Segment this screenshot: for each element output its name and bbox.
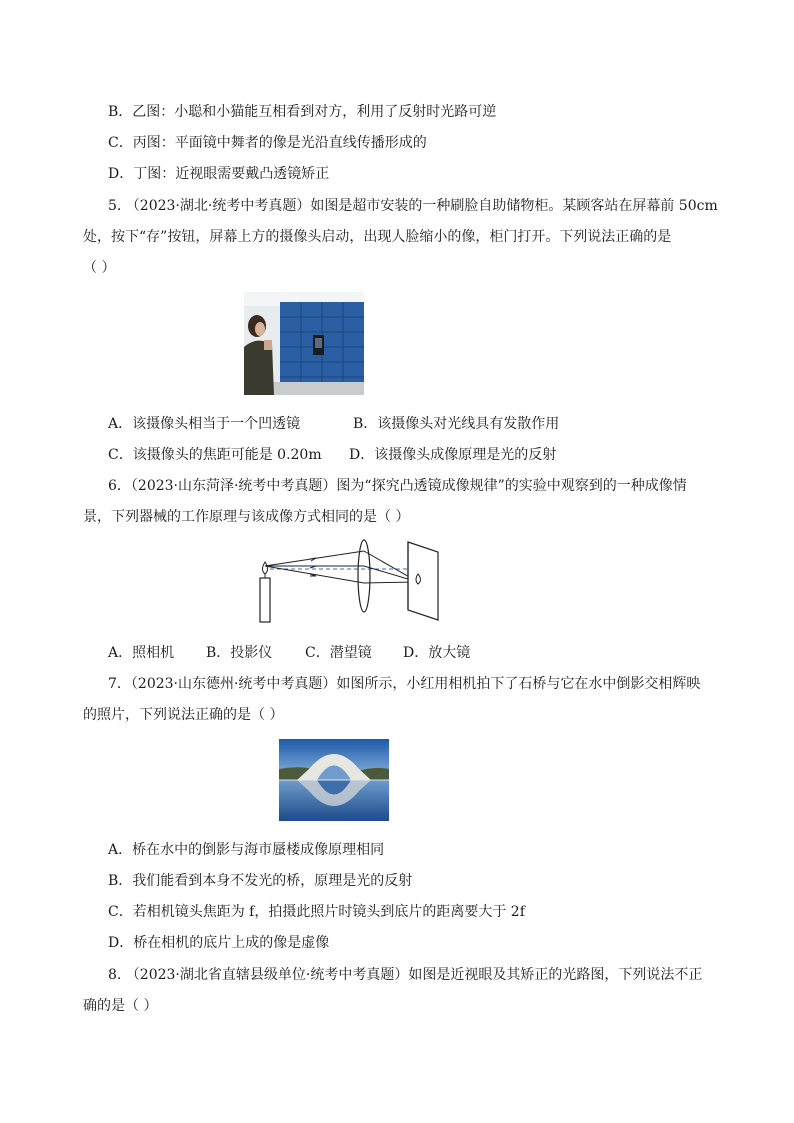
q7-option-c: C．若相机镜头焦距为 f，拍摄此照片时镜头到底片的距离要大于 2f: [108, 904, 525, 920]
convex-lens: [358, 540, 370, 612]
q5-option-c: C．该摄像头的焦距可能是 0.20m: [108, 447, 322, 463]
q5-option-a: A．该摄像头相当于一个凹透镜: [108, 416, 301, 432]
q6-option-a: A．照相机: [108, 645, 175, 661]
prev-option-b: B．乙图：小聪和小猫能互相看到对方，利用了反射时光路可逆: [108, 104, 497, 120]
q7-option-d: D．桥在相机的底片上成的像是虚像: [108, 935, 330, 951]
bridge-photo: [279, 739, 389, 821]
q5-stem-line2: 处，按下“存”按钮，屏幕上方的摄像头启动，出现人脸缩小的像，柜门打开。下列说法正确的是: [83, 229, 672, 245]
flame-icon: [263, 562, 268, 574]
prev-option-d: D．丁图：近视眼需要戴凸透镜矫正: [108, 166, 330, 182]
q7-option-b: B．我们能看到本身不发光的桥，原理是光的反射: [108, 873, 413, 889]
q6-stem-line2: 景，下列器械的工作原理与该成像方式相同的是（ ）: [83, 509, 410, 525]
locker-photo: [244, 292, 364, 395]
q8-stem-line1: 8. （2023·湖北省直辖县级单位·统考中考真题）如图是近视眼及其矫正的光路图，下列说法不正: [108, 967, 703, 983]
q6-option-c: C．潜望镜: [305, 645, 372, 661]
q5-stem-line3: （ ）: [83, 260, 116, 276]
q7-stem-line1: 7．（2023·山东德州·统考中考真题）如图所示，小红用相机拍下了石桥与它在水中倒影交相辉映: [108, 676, 701, 692]
q6-option-d: D．放大镜: [403, 645, 471, 661]
q6-option-b: B．投影仪: [206, 645, 273, 661]
q7-option-a: A．桥在水中的倒影与海市蜃楼成像原理相同: [108, 842, 385, 858]
q5-option-d: D．该摄像头成像原理是光的反射: [349, 447, 557, 463]
prev-option-c: C．丙图：平面镜中舞者的像是光沿直线传播形成的: [108, 135, 427, 151]
lens-experiment-diagram: [250, 538, 440, 626]
q6-stem-line1: 6．（2023·山东菏泽·统考中考真题）图为“探究凸透镜成像规律”的实验中观察到的一种成像情: [108, 478, 687, 494]
q8-stem-line2: 确的是（ ）: [83, 998, 158, 1014]
q7-stem-line2: 的照片，下列说法正确的是（ ）: [83, 707, 284, 723]
screen: [408, 542, 438, 620]
q5-option-b: B．该摄像头对光线具有发散作用: [353, 416, 560, 432]
q5-stem-line1: 5. （2023·湖北·统考中考真题）如图是超市安装的一种刷脸自助储物柜。某顾客站在屏幕前 50cm: [108, 198, 718, 214]
